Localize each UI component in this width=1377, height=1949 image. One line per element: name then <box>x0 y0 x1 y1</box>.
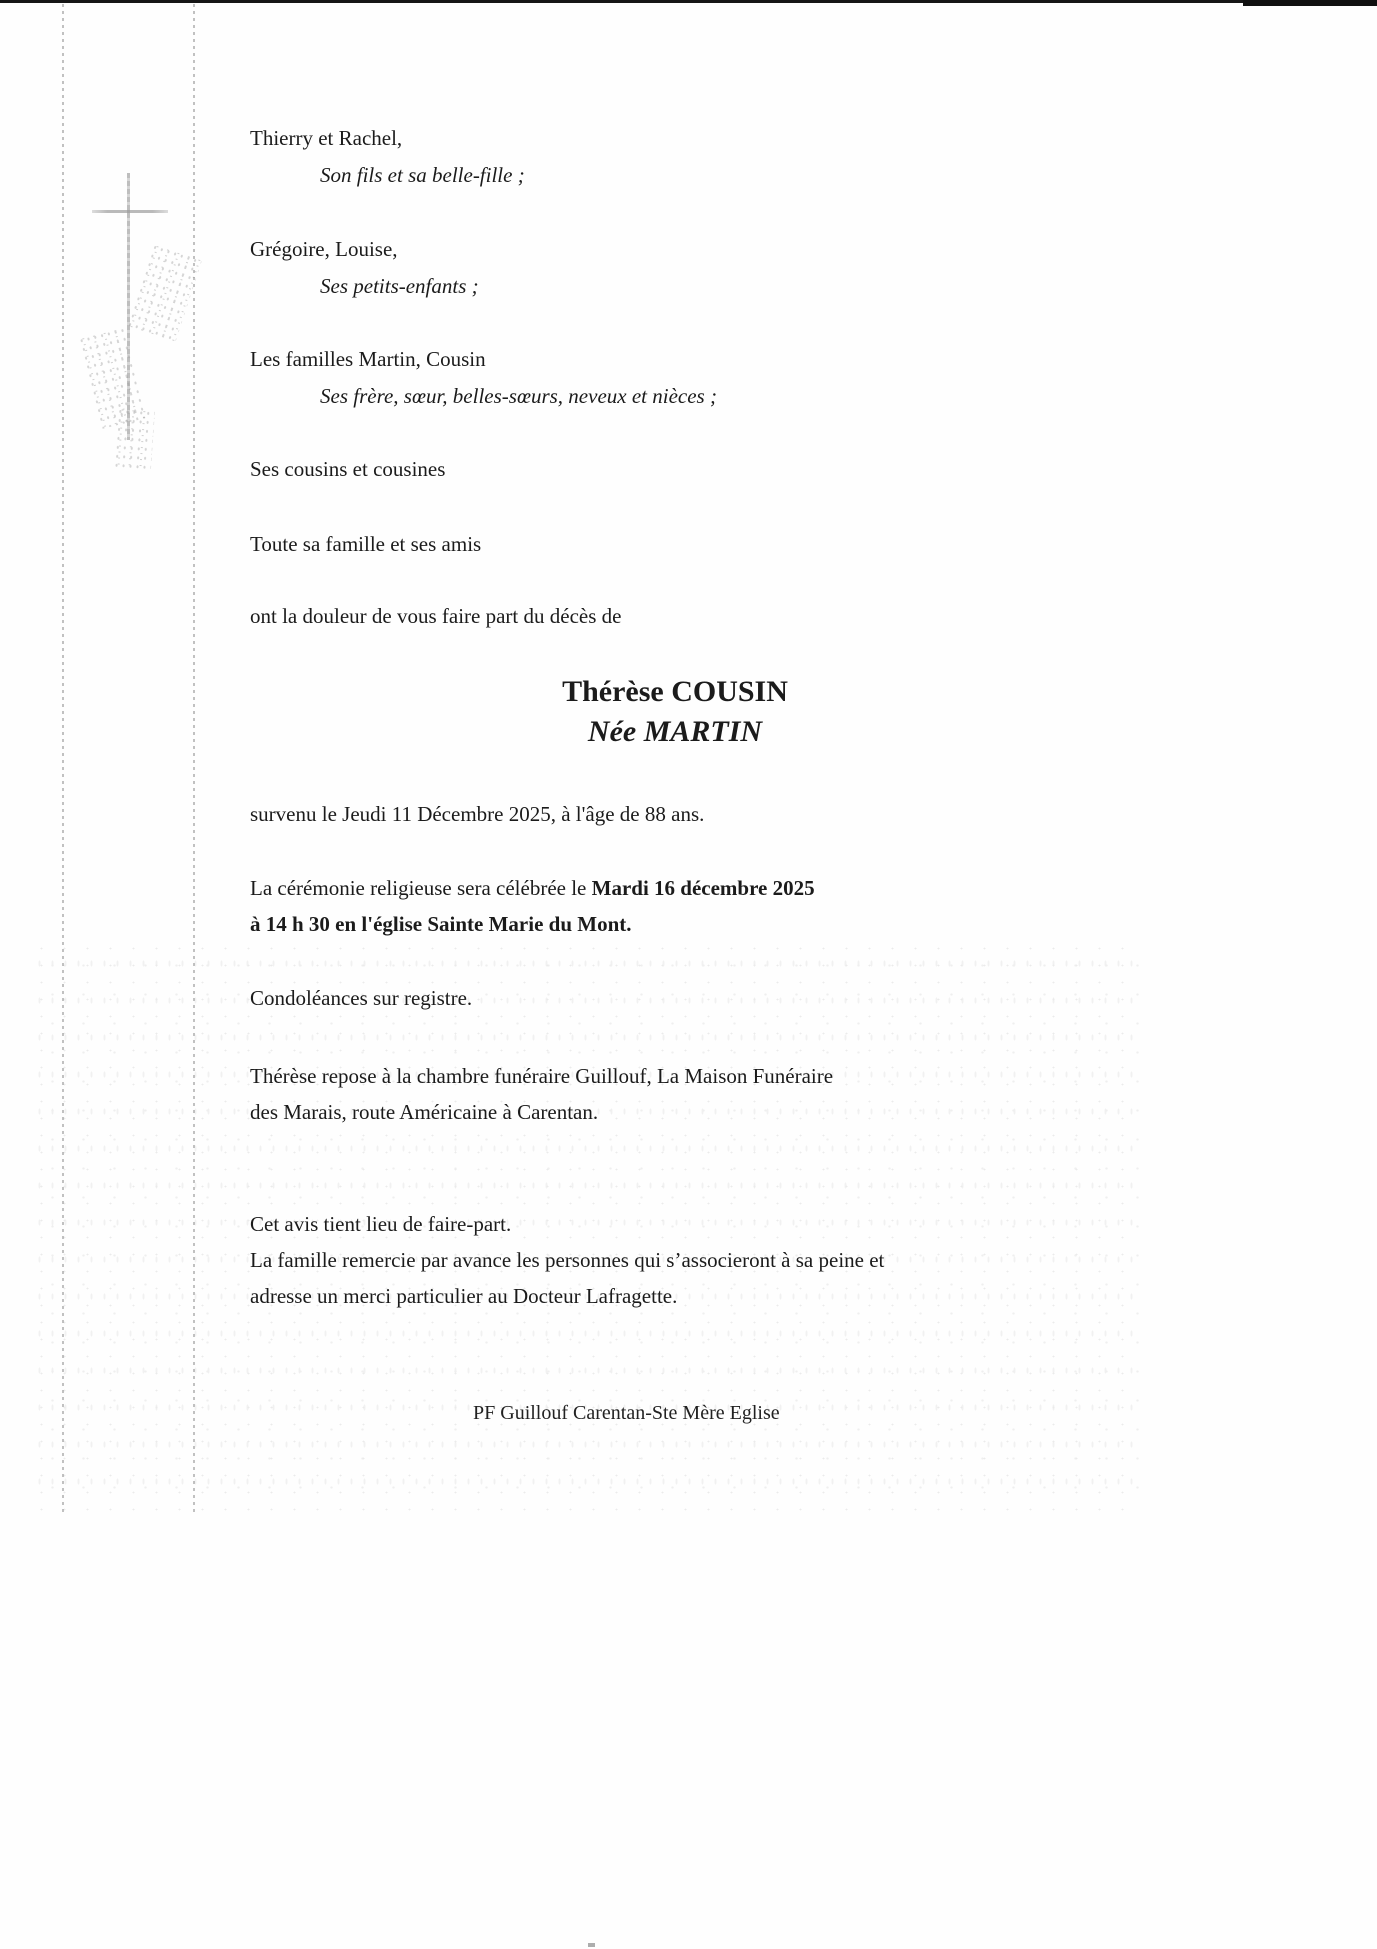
foliage-sketch-right <box>125 242 202 344</box>
ceremony-block <box>250 870 815 942</box>
foliage-sketch-bottom <box>113 407 155 470</box>
notice-line3: adresse un merci particulier au Docteur Lafragette. <box>250 1284 678 1308</box>
announcement-intro: ont la douleur de vous faire part du décès de <box>250 604 622 628</box>
deceased-name-block <box>250 672 1100 752</box>
scan-edge-strip <box>0 0 1377 3</box>
repose-line1: Thérèse repose à la chambre funéraire Guillouf, La Maison Funéraire <box>250 1064 834 1088</box>
family-names: Grégoire, Louise, <box>250 237 398 261</box>
ceremony-prefix: La cérémonie religieuse sera célébrée le <box>250 876 592 900</box>
deceased-name: Thérèse COUSIN <box>562 675 788 708</box>
family-group <box>250 341 717 415</box>
ceremony-line1 <box>250 870 815 906</box>
family-relation: Ses petits-enfants ; <box>320 274 479 298</box>
repose-block <box>250 1058 833 1130</box>
family-group <box>250 231 479 305</box>
family-relation: Ses frère, sœur, belles-sœurs, neveux et nièces ; <box>320 384 717 408</box>
maiden-name: Née MARTIN <box>587 715 763 748</box>
ceremony-date: Mardi 16 décembre 2025 <box>591 876 815 900</box>
family-names: Thierry et Rachel, <box>250 126 403 150</box>
family-group <box>250 526 481 563</box>
notice-line1: Cet avis tient lieu de faire-part. <box>250 1212 512 1236</box>
family-group <box>250 120 525 194</box>
ceremony-place: à 14 h 30 en l'église Sainte Marie du Mont. <box>250 912 632 936</box>
repose-line2: des Marais, route Américaine à Carentan. <box>250 1100 599 1124</box>
family-names: Toute sa famille et ses amis <box>250 532 482 556</box>
cross-arm <box>92 210 168 213</box>
family-group <box>250 451 445 488</box>
notice-block <box>250 1206 884 1314</box>
death-date-line: survenu le Jeudi 11 Décembre 2025, à l'âge de 88 ans. <box>250 802 705 826</box>
scan-edge-strip-right <box>1243 0 1377 6</box>
family-names: Ses cousins et cousines <box>250 457 446 481</box>
scan-smudge <box>588 1943 595 1947</box>
condolences-line: Condoléances sur registre. <box>250 986 473 1010</box>
family-relation: Son fils et sa belle-fille ; <box>320 163 525 187</box>
family-names: Les familles Martin, Cousin <box>250 347 486 371</box>
funeral-home-credit: PF Guillouf Carentan-Ste Mère Eglise <box>473 1402 780 1424</box>
notice-line2: La famille remercie par avance les personnes qui s’associeront à sa peine et <box>250 1248 885 1272</box>
